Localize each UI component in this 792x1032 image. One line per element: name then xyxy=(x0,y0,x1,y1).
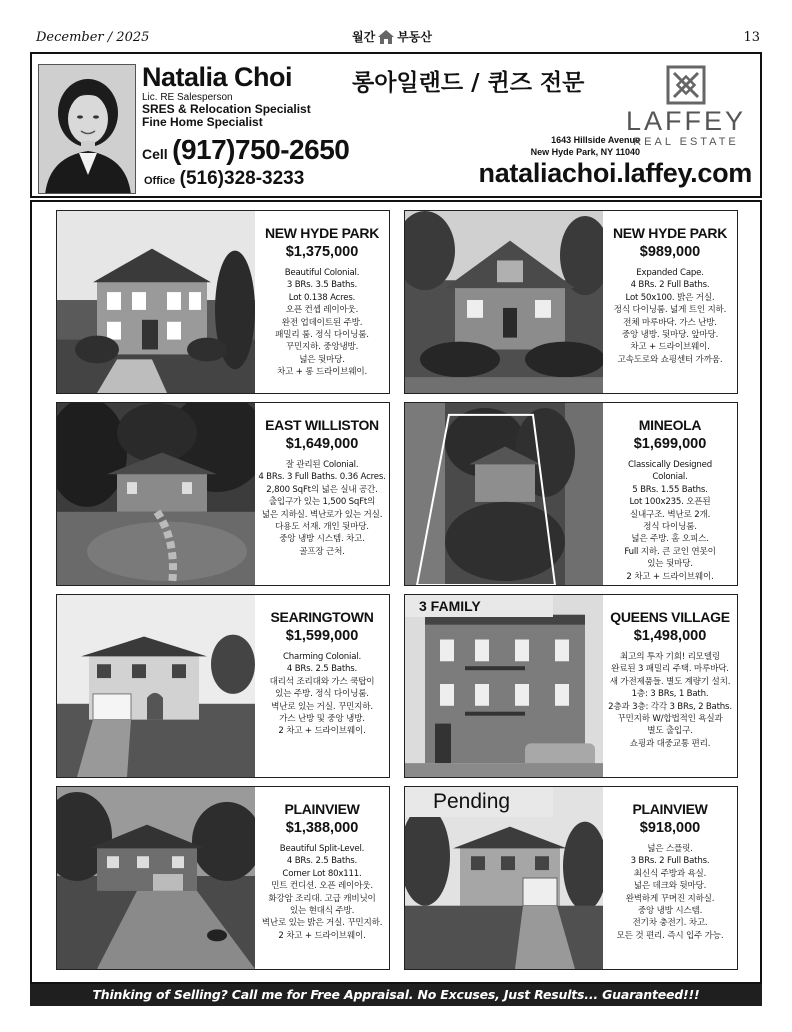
three-family-badge: 3 FAMILY xyxy=(405,595,553,617)
listing-city: NEW HYDE PARK xyxy=(264,225,380,241)
agent-photo xyxy=(38,64,136,194)
listing-photo xyxy=(57,595,255,777)
listing-city: PLAINVIEW xyxy=(632,801,708,817)
listing-price: $1,388,000 xyxy=(285,820,359,836)
listing-description: Classically Designed Colonial. 5 BRs. 1.55 Baths. Lot 100x235. 오픈된 실내구조. 벽난로 2개. 정식 다이닝룸. 넓은 주방. 홈 오피스. Full 지하. 큰 코인 연못이 있는 뒷마당. 2 차고 + 드라이브웨이. xyxy=(624,460,716,582)
listing-price: $918,000 xyxy=(639,820,701,836)
address-line-2: New Hyde Park, NY 11040 xyxy=(530,147,640,157)
logo-text-left: 월간 xyxy=(352,30,376,44)
listing-photo xyxy=(405,403,603,585)
listing-description: Beautiful Colonial. 3 BRs. 3.5 Baths. Lot 0.138 Acres. 오픈 컨셉 레이아웃. 완전 업데이트된 주방. 패밀리 룸. 정식 다이닝룸. 꾸민지하. 중앙냉방. 넓은 뒷마당. 차고 + 롱 드라이브웨이. xyxy=(275,268,369,378)
office-number[interactable]: (516)328-3233 xyxy=(179,168,305,189)
listing-city: SEARINGTOWN xyxy=(270,609,374,625)
office-phone xyxy=(144,168,304,190)
office-label: Office xyxy=(144,175,176,187)
logo-text-right: 부동산 xyxy=(397,30,432,44)
issue-date: December / 2025 xyxy=(36,30,150,45)
listing-price: $1,375,000 xyxy=(285,244,359,260)
listing-info xyxy=(255,403,389,585)
listing-card[interactable] xyxy=(404,402,738,586)
specialty-tagline: 롱아일랜드 / 퀸즈 전문 xyxy=(352,70,585,96)
listing-info xyxy=(603,211,737,393)
agent-title-1: SRES & Relocation Specialist xyxy=(142,102,311,116)
agent-title-2: Fine Home Specialist xyxy=(142,115,263,129)
cell-label: Cell xyxy=(142,146,168,162)
listing-info xyxy=(255,595,389,777)
listing-photo xyxy=(57,787,255,969)
listing-info xyxy=(603,403,737,585)
brand-subtitle: REAL ESTATE xyxy=(633,136,739,148)
listing-city: EAST WILLISTON xyxy=(265,417,379,433)
listing-photo xyxy=(57,403,255,585)
listing-card[interactable] xyxy=(56,594,390,778)
listing-description: Charming Colonial. 4 BRs. 2.5 Baths. 대리석 조리대와 가스 쿡탑이 있는 주방. 정식 다이닝룸. 벽난로 있는 거실. 꾸민지하. 가스 난방 및 중앙 냉방. 2 차고 + 드라이브웨이. xyxy=(269,652,375,737)
agent-license: Lic. RE Salesperson xyxy=(142,92,233,103)
listing-description: Beautiful Split-Level. 4 BRs. 2.5 Baths. Corner Lot 80x111. 민트 컨디션. 오픈 레이아웃. 화강암 조리대. 고급 캐비닛이 있는 현대식 주방. 벽난로 있는 밝은 거실. 꾸민지하. 2 차고 + 드라이브웨이. xyxy=(261,844,383,941)
listing-card[interactable] xyxy=(56,786,390,970)
listing-info xyxy=(255,211,389,393)
agent-website[interactable]: nataliachoi.laffey.com xyxy=(478,158,752,188)
house-icon xyxy=(377,29,395,45)
brand-name: LAFFEY xyxy=(625,106,747,136)
listing-info xyxy=(603,787,737,969)
publication-logo xyxy=(352,28,432,45)
cell-phone xyxy=(142,134,349,166)
listing-price: $989,000 xyxy=(639,244,701,260)
listing-city: QUEENS VILLAGE xyxy=(610,609,730,625)
brand-logo xyxy=(618,64,754,156)
listing-description: 잘 관리된 Colonial. 4 BRs. 3 Full Baths. 0.36 Acres. 2,800 SqFt의 넓은 실내 공간. 출입구가 있는 1,500 SqFt의 넓은 지하실. 벽난로가 있는 거실. 다용도 서재. 개인 뒷마당. 중앙 냉방 시스템. 차고. 골프장 근처. xyxy=(258,460,386,557)
listing-card[interactable] xyxy=(404,210,738,394)
listing-info xyxy=(255,787,389,969)
listing-price: $1,498,000 xyxy=(633,628,707,644)
listing-city: NEW HYDE PARK xyxy=(612,225,728,241)
agent-name: Natalia Choi xyxy=(142,62,293,92)
listing-price: $1,599,000 xyxy=(285,628,359,644)
listing-photo xyxy=(57,211,255,393)
listing-info xyxy=(603,595,737,777)
listing-photo xyxy=(405,787,603,969)
listing-card[interactable] xyxy=(56,210,390,394)
listing-card[interactable] xyxy=(56,402,390,586)
laffey-mark-icon xyxy=(665,64,707,106)
listing-description: Expanded Cape. 4 BRs. 2 Full Baths. Lot 50x100. 밝은 거실. 정식 다이닝룸. 넓게 트인 지하. 전체 마루바닥. 가스 난방. 중앙 냉방. 뒷마당. 앞마당. 차고 + 드라이브웨이. 고속도로와 쇼핑센터 가까움. xyxy=(613,268,727,365)
page-number: 13 xyxy=(743,30,760,45)
listing-price: $1,699,000 xyxy=(633,436,707,452)
office-address xyxy=(472,134,640,158)
listing-card[interactable] xyxy=(404,786,738,970)
footer-banner: Thinking of Selling? Call me for Free Appraisal. No Excuses, Just Results... Guaranteed!!! xyxy=(30,984,762,1006)
page-header xyxy=(30,28,762,48)
listing-card[interactable] xyxy=(404,594,738,778)
listing-description: 넓은 스플릿. 3 BRs. 2 Full Baths. 최신식 주방과 욕실. 넓은 데크와 뒷마당. 완벽하게 꾸며진 지하실. 중앙 냉방 시스템. 전기차 충전기. 차고. 모든 것 편리. 즉시 입주 가능. xyxy=(616,844,724,941)
address-line-1: 1643 Hillside Avenue xyxy=(551,135,640,145)
listing-description: 최고의 투자 기회! 리모델링 완료된 3 패밀리 주택. 마루바닥. 새 가전제품들. 별도 계량기 설치. 1층: 3 BRs, 1 Bath. 2층과 3층: 각각 3 BRs, 2 Baths. 꾸민지하 W/합법적인 욕실과 별도 출입구. 쇼핑과 대중교통 편리. xyxy=(608,652,732,749)
listing-city: MINEOLA xyxy=(638,417,702,433)
cell-number[interactable]: (917)750-2650 xyxy=(172,134,350,165)
listing-city: PLAINVIEW xyxy=(284,801,360,817)
agent-header xyxy=(30,52,762,198)
listing-price: $1,649,000 xyxy=(285,436,359,452)
pending-badge: Pending xyxy=(405,787,553,817)
listings-grid xyxy=(30,200,762,984)
listing-photo xyxy=(405,211,603,393)
listing-photo xyxy=(405,595,603,777)
